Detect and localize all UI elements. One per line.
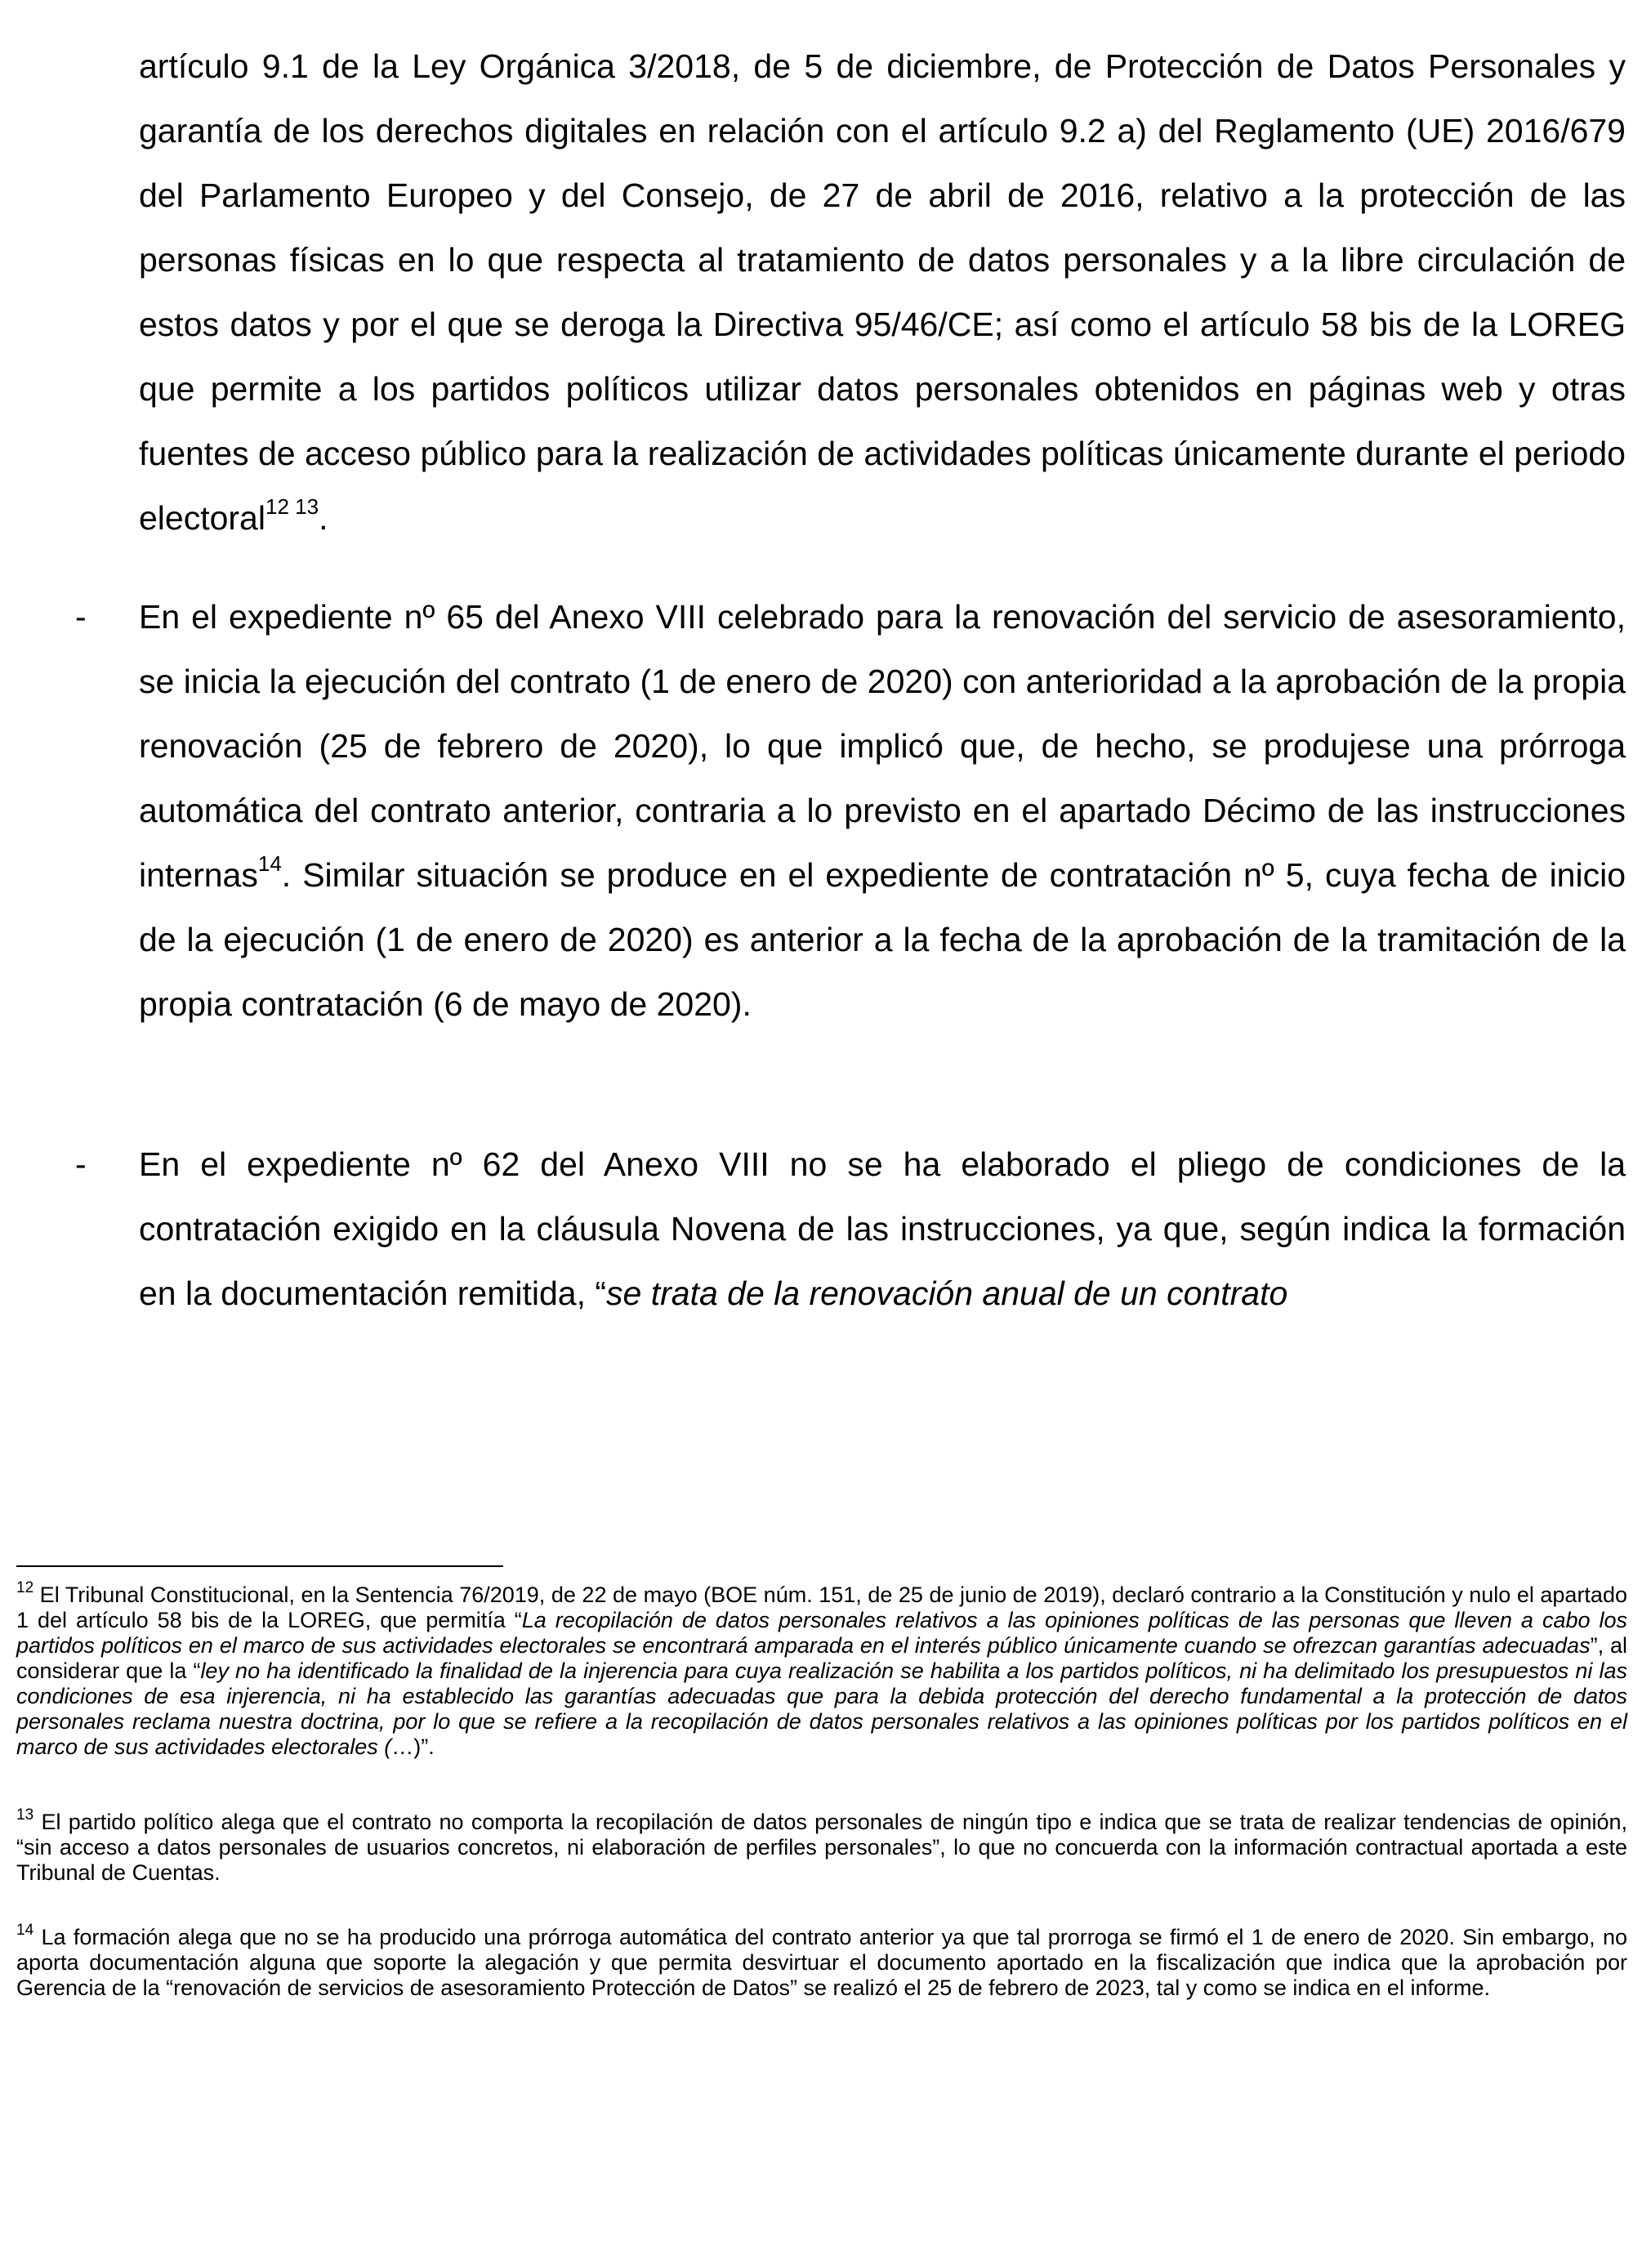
footnote-13 [16, 1806, 1627, 1886]
footnote-text: El Tribunal Constitucional, en la Sentencia 76/2019, de 22 de mayo (BOE núm. 151, de 25 de junio de 2019), declaró contrario a la Constitución y nulo el apartado 1 del artículo 58 bis de la LOREG, que permitía “ [16, 1583, 1627, 1632]
paragraph-intro-end: . [319, 499, 328, 537]
footnote-text: …)”. [391, 1734, 435, 1759]
footnote-separator [16, 1565, 503, 1567]
footnote-number: 14 [16, 1922, 34, 1939]
footnote-14 [16, 1922, 1627, 2001]
paragraph-intro-text: artículo 9.1 de la Ley Orgánica 3/2018, de 5 de diciembre, de Protección de Datos Personales y garantía de los derechos digitales en relación con el artículo 9.2 a) del Reglamento (UE) 2016/679 del Parlamento Europeo y del Consejo, de 27 de abril de 2016, relativo a la protección de las personas físicas en lo que respecta al tratamiento de datos personales y a la libre circulación de estos datos y por el que se deroga la Directiva 95/46/CE; así como el artículo 58 bis de la LOREG que permite a los partidos políticos utilizar datos personales obtenidos en páginas web y otras fuentes de acceso público para la realización de actividades políticas únicamente durante el periodo electoral [139, 47, 1626, 537]
bullet-text [139, 1132, 1626, 1326]
bullet-dash: - [75, 598, 87, 636]
footnote-quote: ley no ha identificado la finalidad de la injerencia para cuya realización se habilita a los partidos políticos, ni ha delimitado los presupuestos ni las condiciones de esa injerencia, ni ha establecido las garantías adecuadas que para la debida protección del derecho fundamental a la protección de datos personales reclama nuestra doctrina, por lo que se refiere a la recopilación de datos personales relativos a las opiniones políticas por los partidos políticos en el marco de sus actividades electorales ( [16, 1659, 1627, 1759]
footnote-text: ”, al considerar que la “ [16, 1633, 1627, 1683]
footnote-text: La formación alega que no se ha producido una prórroga automática del contrato anterior ya que tal prorroga se firmó el 1 de enero de 2020. Sin embargo, no aporta documentación alguna que soporte la alegación y que permita desvirtuar el documento aportado en la fiscalización que indica que la aprobación por Gerencia de la “renovación de servicios de asesoramiento Protección de Datos” se realizó el 25 de febrero de 2023, tal y como se indica en el informe. [16, 1925, 1627, 2000]
bullet-text-quote: se trata de la renovación anual de un contrato [606, 1275, 1288, 1312]
footnote-quote: La recopilación de datos personales relativos a las opiniones políticas de las personas que lleven a cabo los partidos políticos en el marco de sus actividades electorales se encontrará amparada en el interés público únicamente cuando se ofrezcan garantías adecuadas [16, 1608, 1628, 1658]
bullet-text-part-a: En el expediente nº 62 del Anexo VIII no se ha elaborado el pliego de condiciones de la contratación exigido en la cláusula Novena de las instrucciones, ya que, según indica la formación en la documentación remitida, “ [139, 1145, 1626, 1312]
footnote-number: 12 [16, 1579, 34, 1596]
footnote-12 [16, 1579, 1628, 1760]
footnote-ref-13: 13 [295, 494, 319, 520]
footnote-number: 13 [16, 1806, 34, 1824]
footnote-ref-12: 12 [265, 494, 289, 520]
footnote-text: El partido político alega que el contrato no comporta la recopilación de datos personales de ningún tipo e indica que se trata de realizar tendencias de opinión, “sin acceso a datos personales de usuarios concretos, ni elaboración de perfiles personales”, lo que no concuerda con la información contractual aportada a este Tribunal de Cuentas. [16, 1810, 1627, 1885]
bullet-text-part-b: . Similar situación se produce en el expediente de contratación nº 5, cuya fecha de inicio de la ejecución (1 de enero de 2020) es anterior a la fecha de la aprobación de la tramitación de la propia contratación (6 de mayo de 2020). [139, 856, 1626, 1023]
paragraph-intro [139, 34, 1626, 551]
bullet-text-part-a: En el expediente nº 65 del Anexo VIII celebrado para la renovación del servicio de asesoramiento, se inicia la ejecución del contrato (1 de enero de 2020) con anterioridad a la aprobación de la propia renovación (25 de febrero de 2020), lo que implicó que, de hecho, se produjese una prórroga automática del contrato anterior, contraria a lo previsto en el apartado Décimo de las instrucciones internas [139, 598, 1626, 894]
bullet-text [139, 585, 1626, 1037]
footnote-ref-14: 14 [257, 851, 282, 877]
bullet-dash: - [75, 1145, 87, 1183]
